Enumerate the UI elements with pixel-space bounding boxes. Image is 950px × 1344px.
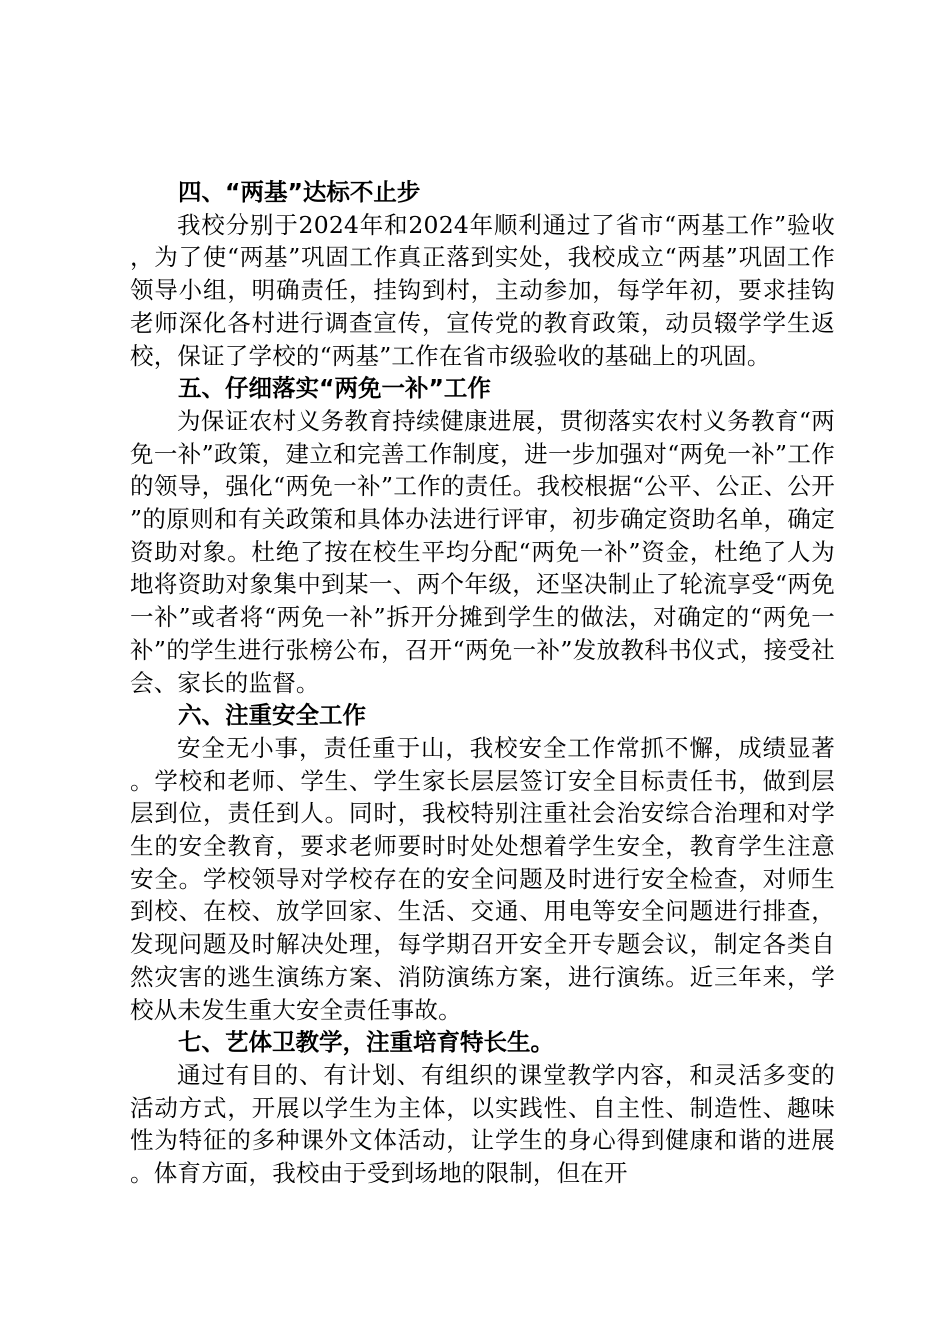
- section-heading-4: 四、“两基”达标不止步: [178, 178, 421, 206]
- section-heading-6: 六、注重安全工作: [178, 701, 366, 730]
- section-body-7: 通过有目的、有计划、有组织的课堂教学内容，和灵活多变的活动方式，开展以学生为主体，以实践性、自主性、制造性、趣味性为特征的多种课外文体活动，让学生的身心得到健康和谐的进展。体育方面，我校由于受到场地的限制，但在开: [130, 1060, 835, 1188]
- section-heading-7: 七、艺体卫教学，注重培育特长生。: [178, 1028, 554, 1057]
- document-page: [130, 176, 835, 1190]
- section-body-6: 安全无小事，责任重于山，我校安全工作常抓不懈，成绩显著。学校和老师、学生、学生家长层层签订安全目标责任书，做到层层到位，责任到人。同时，我校特别注重社会治安综合治理和对学生的安全教育，要求老师要时时处处想着学生安全，教育学生注意安全。学校领导对学校存在的安全问题及时进行安全检查，对师生到校、在校、放学回家、生活、交通、用电等安全问题进行排查，发现问题及时解决处理，每学期召开安全开专题会议，制定各类自然灾害的逃生演练方案、消防演练方案，进行演练。近三年来，学校从未发生重大安全责任事故。: [130, 733, 835, 1024]
- section-body-4: 我校分别于2024年和2024年顺利通过了省市“两基工作”验收，为了使“两基”巩固工作真正落到实处，我校成立“两基”巩固工作领导小组，明确责任，挂钩到村，主动参加，每学年初，要求挂钩老师深化各村进行调查宣传，宣传党的教育政策，动员辍学学生返校，保证了学校的“两基”工作在省市级验收的基础上的巩固。: [130, 210, 835, 370]
- section-body-5: 为保证农村义务教育持续健康进展，贯彻落实农村义务教育“两免一补”政策，建立和完善工作制度，进一步加强对“两免一补”工作的领导，强化“两免一补”工作的责任。我校根据“公平、公正、公开”的原则和有关政策和具体办法进行评审，初步确定资助名单，确定资助对象。杜绝了按在校生平均分配“两免一补”资金，杜绝了人为地将资助对象集中到某一、两个年级，还坚决制止了轮流享受“两免一补”或者将“两免一补”拆开分摊到学生的做法，对确定的“两免一补”的学生进行张榜公布，召开“两免一补”发放教科书仪式，接受社会、家长的监督。: [130, 406, 835, 697]
- section-heading-5: 五、仔细落实“两免一补”工作: [178, 374, 491, 403]
